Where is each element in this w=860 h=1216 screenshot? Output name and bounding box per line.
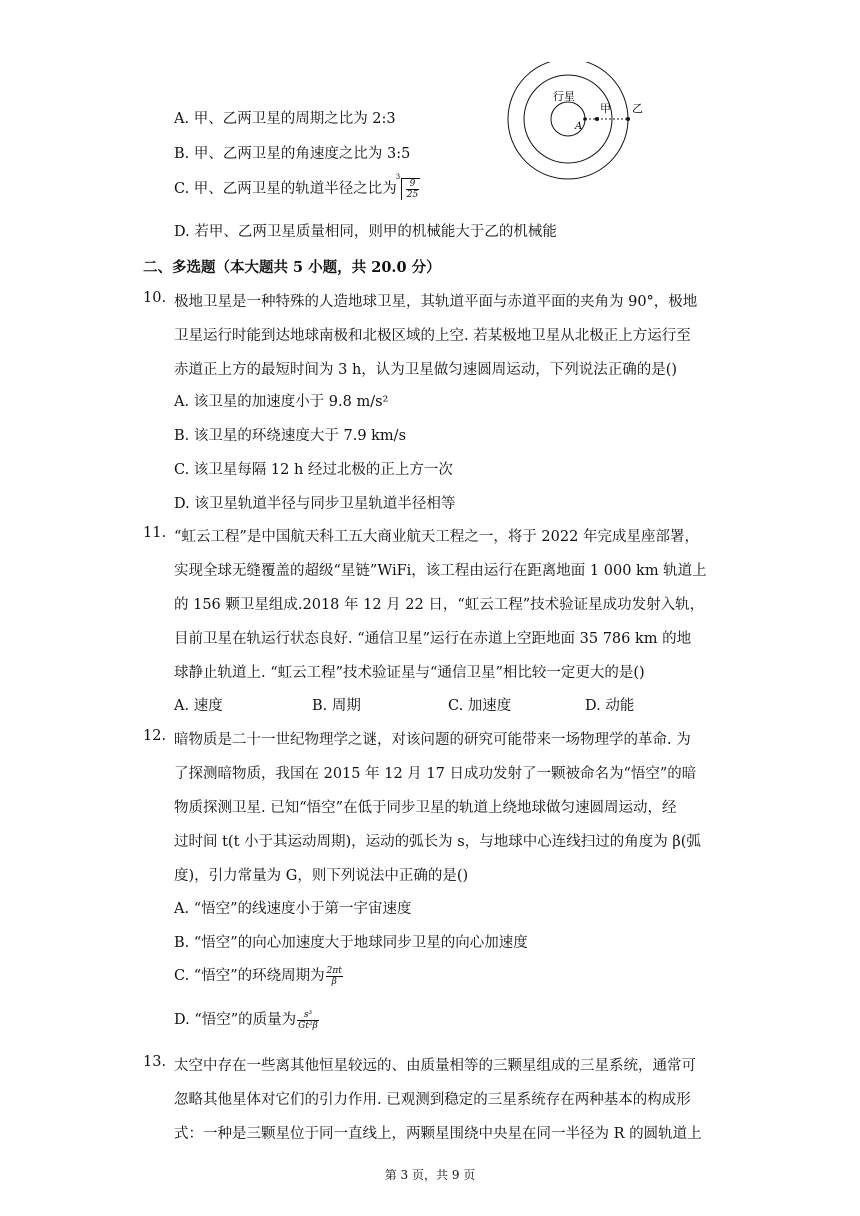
orbit-yi xyxy=(508,62,628,179)
q12-option-d xyxy=(174,1008,319,1031)
section-heading: 二、多选题（本大题共 5 小题，共 20.0 分） xyxy=(143,259,441,276)
period-fraction: $\frac{2\pi t}{\beta}$ xyxy=(326,965,342,987)
q11-number: 11. xyxy=(143,525,167,541)
sat-yi-dot xyxy=(626,117,630,121)
q12-option-a: A. “悟空”的线速度小于第一宇宙速度 xyxy=(174,901,412,917)
q10-line: 卫星运行时能到达地球南极和北极区域的上空. 若某极地卫星从北极正上方运行至 xyxy=(174,328,691,344)
q11-line: 目前卫星在轨运行状态良好. “通信卫星”运行在赤道上空距地面 35 786 km 的地 xyxy=(174,631,692,647)
q9-option-c-text: C. 甲、乙两卫星的轨道半径之比为 xyxy=(174,181,397,197)
q11-line: “虹云工程”是中国航天科工五大商业航天工程之一，将于 2022 年完成星座部署， xyxy=(174,529,699,545)
q10-number: 10. xyxy=(143,290,167,306)
q11-option-a: A. 速度 xyxy=(174,698,223,714)
q12-line: 了探测暗物质，我国在 2015 年 12 月 17 日成功发射了一颗被命名为“悟空”的暗 xyxy=(174,766,697,782)
q13-line: 太空中存在一些离其他恒星较远的、由质量相等的三颗星组成的三星系统，通常可 xyxy=(174,1058,696,1074)
q10-option-b: B. 该卫星的环绕速度大于 7.9 km/s xyxy=(174,428,407,444)
point-a-dot xyxy=(583,117,587,121)
q11-option-b: B. 周期 xyxy=(312,698,361,714)
q12-line: 物质探测卫星. 已知“悟空”在低于同步卫星的轨道上绕地球做匀速圆周运动，经 xyxy=(174,800,677,816)
q9-option-d: D. 若甲、乙两卫星质量相同，则甲的机械能大于乙的机械能 xyxy=(174,224,557,240)
q10-option-c: C. 该卫星每隔 12 h 经过北极的正上方一次 xyxy=(174,462,453,478)
q9-option-b: B. 甲、乙两卫星的角速度之比为 3:5 xyxy=(174,146,411,162)
sat-jia-label: 甲 xyxy=(600,102,611,115)
q13-line: 忽略其他星体对它们的引力作用. 已观测到稳定的三星系统存在两种基本的构成形 xyxy=(174,1092,691,1108)
q12-line: 过时间 t(t 小于其运动周期)，运动的弧长为 s，与地球中心连线扫过的角度为 β(弧 xyxy=(174,834,701,850)
q9-option-c xyxy=(174,173,420,200)
q12-line: 暗物质是二十一世纪物理学之谜，对该问题的研究可能带来一场物理学的革命. 为 xyxy=(174,732,691,748)
q11-line: 实现全球无缝覆盖的超级“星链”WiFi，该工程由运行在距离地面 1 000 km 轨道上 xyxy=(174,563,707,579)
q11-option-d: D. 动能 xyxy=(585,698,635,714)
q9-option-a: A. 甲、乙两卫星的周期之比为 2:3 xyxy=(174,111,396,127)
q13-line: 式：一种是三颗星位于同一直线上，两颗星围绕中央星在同一半径为 R 的圆轨道上 xyxy=(174,1126,702,1142)
q12-option-d-text: D. “悟空”的质量为 xyxy=(174,1012,297,1028)
cube-root: 3 $\frac{9}{25}$ xyxy=(395,173,419,200)
sat-yi-label: 乙 xyxy=(632,102,643,115)
q12-number: 12. xyxy=(143,728,167,744)
q11-line: 的 156 颗卫星组成.2018 年 12 月 22 日，“虹云工程”技术验证星成功发射入轨， xyxy=(174,597,705,613)
q10-line: 赤道正上方的最短时间为 3 h，认为卫星做匀速圆周运动，下列说法正确的是() xyxy=(174,362,678,378)
q11-option-c: C. 加速度 xyxy=(448,698,512,714)
page-footer: 第 3 页，共 9 页 xyxy=(384,1168,476,1182)
sat-jia-dot xyxy=(595,117,599,121)
q12-option-b: B. “悟空”的向心加速度大于地球同步卫星的向心加速度 xyxy=(174,935,528,951)
q10-option-a: A. 该卫星的加速度小于 9.8 m/s² xyxy=(174,394,389,410)
q10-line: 极地卫星是一种特殊的人造地球卫星，其轨道平面与赤道平面的夹角为 90°，极地 xyxy=(174,294,698,310)
q12-option-c-text: C. “悟空”的环绕周期为 xyxy=(174,968,325,984)
q11-line: 球静止轨道上. “虹云工程”技术验证星与“通信卫星”相比较一定更大的是() xyxy=(174,665,645,681)
orbit-figure xyxy=(500,62,660,187)
mass-fraction: $\frac{\text{s³}}{\text{Gt²β}}$ xyxy=(298,1009,318,1031)
q13-number: 13. xyxy=(143,1054,167,1070)
q12-line: 度)，引力常量为 G，则下列说法中正确的是() xyxy=(174,868,469,884)
planet-label: 行星 xyxy=(553,90,575,103)
point-a-label: A xyxy=(575,121,583,132)
q12-option-c xyxy=(174,964,343,987)
q10-option-d: D. 该卫星轨道半径与同步卫星轨道半径相等 xyxy=(174,496,456,512)
